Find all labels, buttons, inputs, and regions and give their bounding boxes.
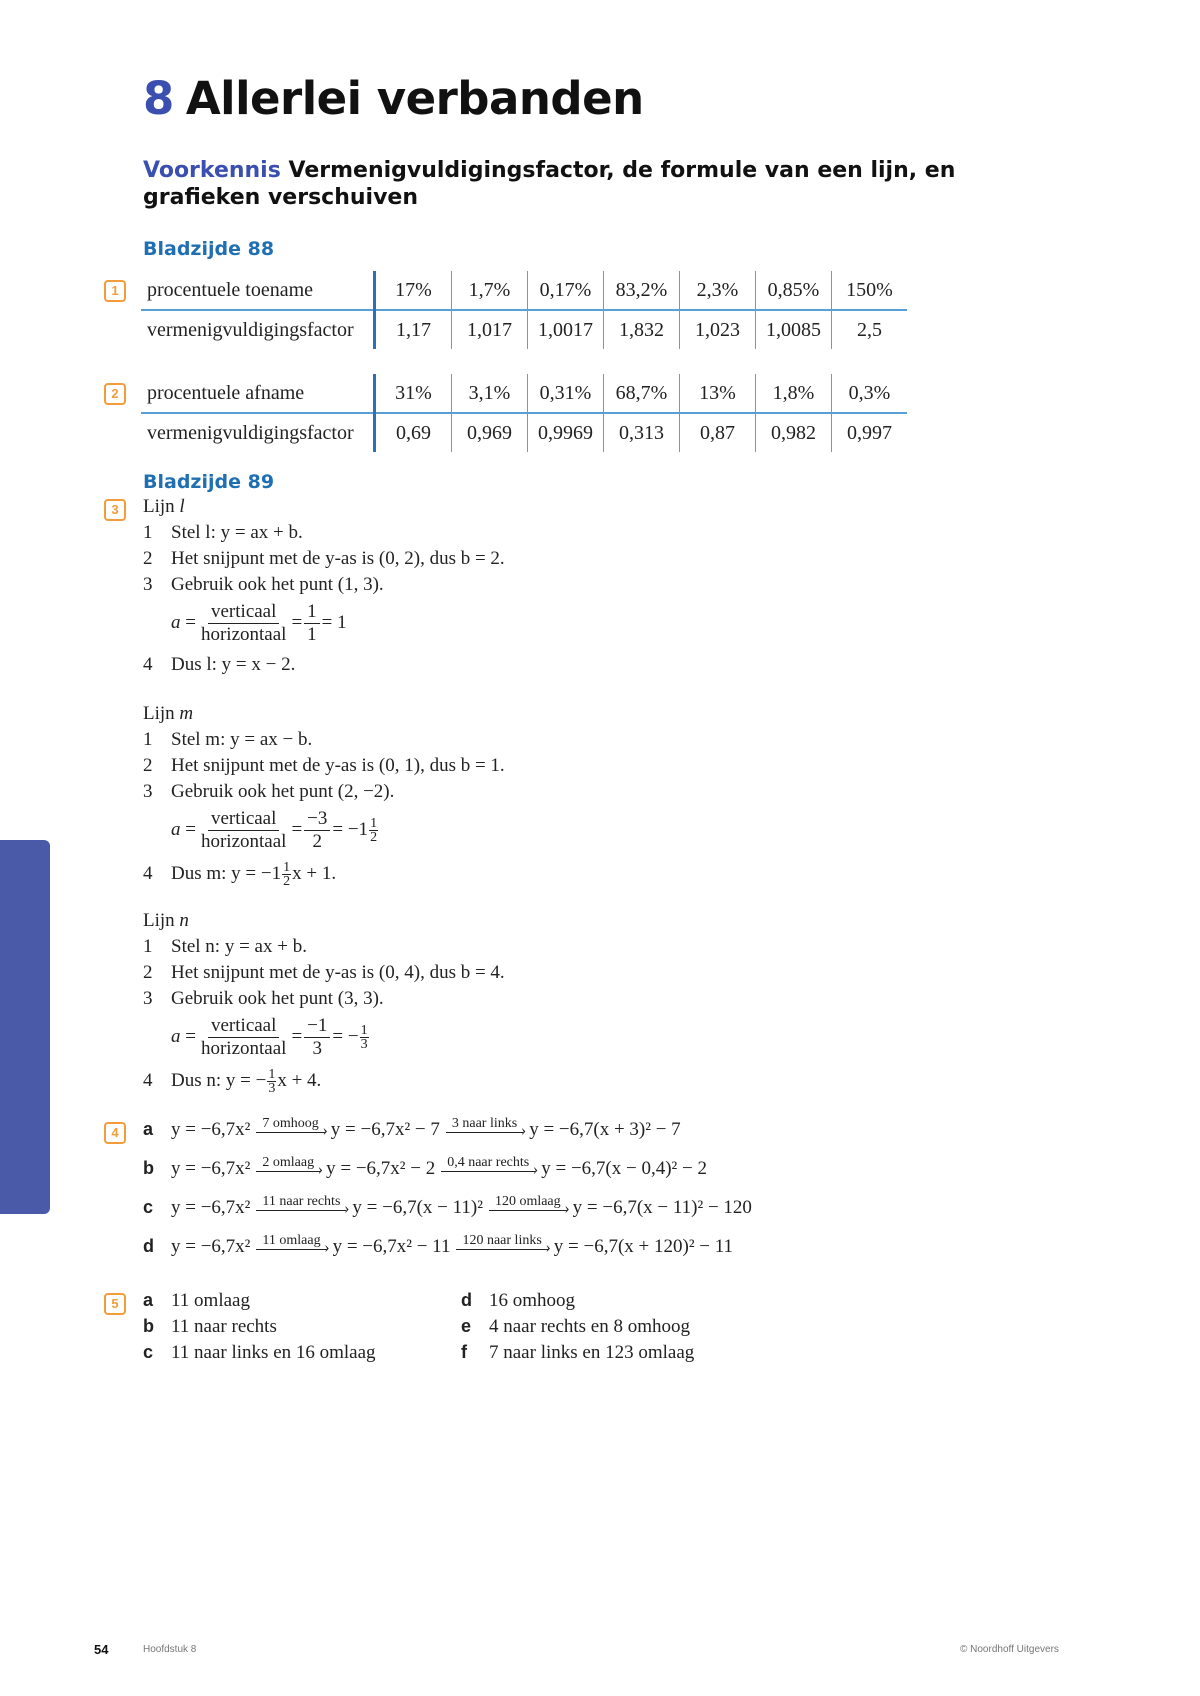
section-title-text: Vermenigvuldigingsfactor, de formule van een lijn, en grafieken verschuiven (143, 158, 956, 210)
question-badge-3: 3 (104, 499, 126, 521)
transform-arrow: 120 omlaag › (489, 1194, 567, 1211)
table-cell: 2,3% (680, 271, 756, 310)
q5-item-d: d 16 omhoog (461, 1290, 576, 1311)
lijn-l-heading: Lijn l (143, 496, 185, 517)
table-cell: 1,7% (452, 271, 528, 310)
table-cell: 1,8% (756, 374, 832, 413)
lijn-m-step-4: 4 Dus m: y = −1 $\frac{1}{2}$ x + 1. (143, 860, 337, 889)
transform-arrow: 11 omlaag › (256, 1233, 326, 1250)
table-cell: 17% (375, 271, 452, 310)
lijn-l-step-4: 4 Dus l: y = x − 2. (143, 654, 296, 675)
lijn-l-step-3: 3 Gebruik ook het punt (1, 3). (143, 574, 384, 595)
page-ref-89: Bladzijde 89 (143, 471, 275, 493)
table-cell: 0,982 (756, 413, 832, 452)
lijn-m-slope: a = $\frac{\text{verticaal}}{\text{horizontaal}}$ = $\frac{-3}{2}$ = −1 $\frac{1}{2}$ (171, 808, 378, 852)
table-cell: 1,0085 (756, 310, 832, 349)
table-row (141, 413, 907, 452)
table-cell: 13% (680, 374, 756, 413)
table-cell: 0,85% (756, 271, 832, 310)
lijn-l-step-1: 1 Stel l: y = ax + b. (143, 522, 303, 543)
table-cell: 1,832 (604, 310, 680, 349)
q5-item-f: f 7 naar links en 123 omlaag (461, 1342, 695, 1363)
section-title (143, 157, 1043, 211)
chapter-side-tab (0, 840, 50, 1214)
footer-publisher: © Noordhoff Uitgevers (960, 1644, 1059, 1655)
table-cell: 31% (375, 374, 452, 413)
q4-item-c: c y = −6,7x² 11 naar rechts › y = −6,7(x − 11)² 120 omlaag › y = −6,7(x − 11)² − 120 (143, 1197, 752, 1219)
table-cell: 1,023 (680, 310, 756, 349)
table-row (141, 374, 907, 413)
lijn-m-heading: Lijn m (143, 703, 194, 724)
question-badge-2: 2 (104, 383, 126, 405)
table-cell: 1,017 (452, 310, 528, 349)
row-label: vermenigvuldigingsfactor (141, 413, 375, 452)
lijn-n-step-3: 3 Gebruik ook het punt (3, 3). (143, 988, 384, 1009)
transform-arrow: 120 naar links › (456, 1233, 547, 1250)
question-badge-1: 1 (104, 280, 126, 302)
chapter-title (143, 72, 644, 125)
table-cell: 0,969 (452, 413, 528, 452)
table-cell: 3,1% (452, 374, 528, 413)
table-cell: 0,17% (528, 271, 604, 310)
lijn-n-step-4: 4 Dus n: y = − $\frac{1}{3}$ x + 4. (143, 1067, 322, 1096)
table-cell: 0,69 (375, 413, 452, 452)
chapter-number: 8 (143, 72, 174, 125)
table-row (141, 271, 907, 310)
lijn-m-step-3: 3 Gebruik ook het punt (2, −2). (143, 781, 395, 802)
lijn-n-step-1: 1 Stel n: y = ax + b. (143, 936, 307, 957)
table-cell: 83,2% (604, 271, 680, 310)
page-ref-88: Bladzijde 88 (143, 238, 275, 260)
q4-item-a: a y = −6,7x² 7 omhoog › y = −6,7x² − 7 3 naar links › y = −6,7(x + 3)² − 7 (143, 1119, 681, 1141)
table-cell: 0,997 (832, 413, 908, 452)
transform-arrow: 7 omhoog › (256, 1116, 324, 1133)
lijn-n-slope: a = $\frac{\text{verticaal}}{\text{horizontaal}}$ = $\frac{-1}{3}$ = − $\frac{1}{3}$ (171, 1015, 368, 1059)
row-label: vermenigvuldigingsfactor (141, 310, 375, 349)
table-cell: 0,313 (604, 413, 680, 452)
lijn-n-heading: Lijn n (143, 910, 189, 931)
footer-chapter: Hoofdstuk 8 (143, 1644, 197, 1655)
table-cell: 150% (832, 271, 908, 310)
table-cell: 0,87 (680, 413, 756, 452)
lijn-m-step-2: 2 Het snijpunt met de y-as is (0, 1), dus b = 1. (143, 755, 505, 776)
table-cell: 0,31% (528, 374, 604, 413)
table-cell: 2,5 (832, 310, 908, 349)
lijn-n-step-2: 2 Het snijpunt met de y-as is (0, 4), dus b = 4. (143, 962, 505, 983)
transform-arrow: 3 naar links › (446, 1116, 523, 1133)
table-cell: 0,3% (832, 374, 908, 413)
q4-item-b: b y = −6,7x² 2 omlaag › y = −6,7x² − 2 0,4 naar rechts › y = −6,7(x − 0,4)² − 2 (143, 1158, 707, 1180)
question-badge-5: 5 (104, 1293, 126, 1315)
table-row (141, 310, 907, 349)
table-cell: 0,9969 (528, 413, 604, 452)
row-label: procentuele toename (141, 271, 375, 310)
table-cell: 1,17 (375, 310, 452, 349)
table-cell: 1,0017 (528, 310, 604, 349)
transform-arrow: 0,4 naar rechts › (441, 1155, 535, 1172)
section-prefix: Voorkennis (143, 158, 281, 183)
table-q2 (141, 374, 907, 452)
q5-item-b: b 11 naar rechts (143, 1316, 277, 1337)
table-cell: 68,7% (604, 374, 680, 413)
row-label: procentuele afname (141, 374, 375, 413)
q5-item-c: c 11 naar links en 16 omlaag (143, 1342, 376, 1363)
transform-arrow: 2 omlaag › (256, 1155, 320, 1172)
page-number: 54 (94, 1642, 109, 1657)
table-q1 (141, 271, 907, 349)
lijn-l-step-2: 2 Het snijpunt met de y-as is (0, 2), dus b = 2. (143, 548, 505, 569)
lijn-m-step-1: 1 Stel m: y = ax − b. (143, 729, 313, 750)
q5-item-a: a 11 omlaag (143, 1290, 250, 1311)
question-badge-4: 4 (104, 1122, 126, 1144)
q5-item-e: e 4 naar rechts en 8 omhoog (461, 1316, 691, 1337)
transform-arrow: 11 naar rechts › (256, 1194, 346, 1211)
chapter-title-text: Allerlei verbanden (185, 72, 644, 125)
lijn-l-slope: a = $\frac{\text{verticaal}}{\text{horizontaal}}$ = $\frac{1}{1}$ = 1 (171, 601, 347, 645)
q4-item-d: d y = −6,7x² 11 omlaag › y = −6,7x² − 11 120 naar links › y = −6,7(x + 120)² − 11 (143, 1236, 733, 1258)
